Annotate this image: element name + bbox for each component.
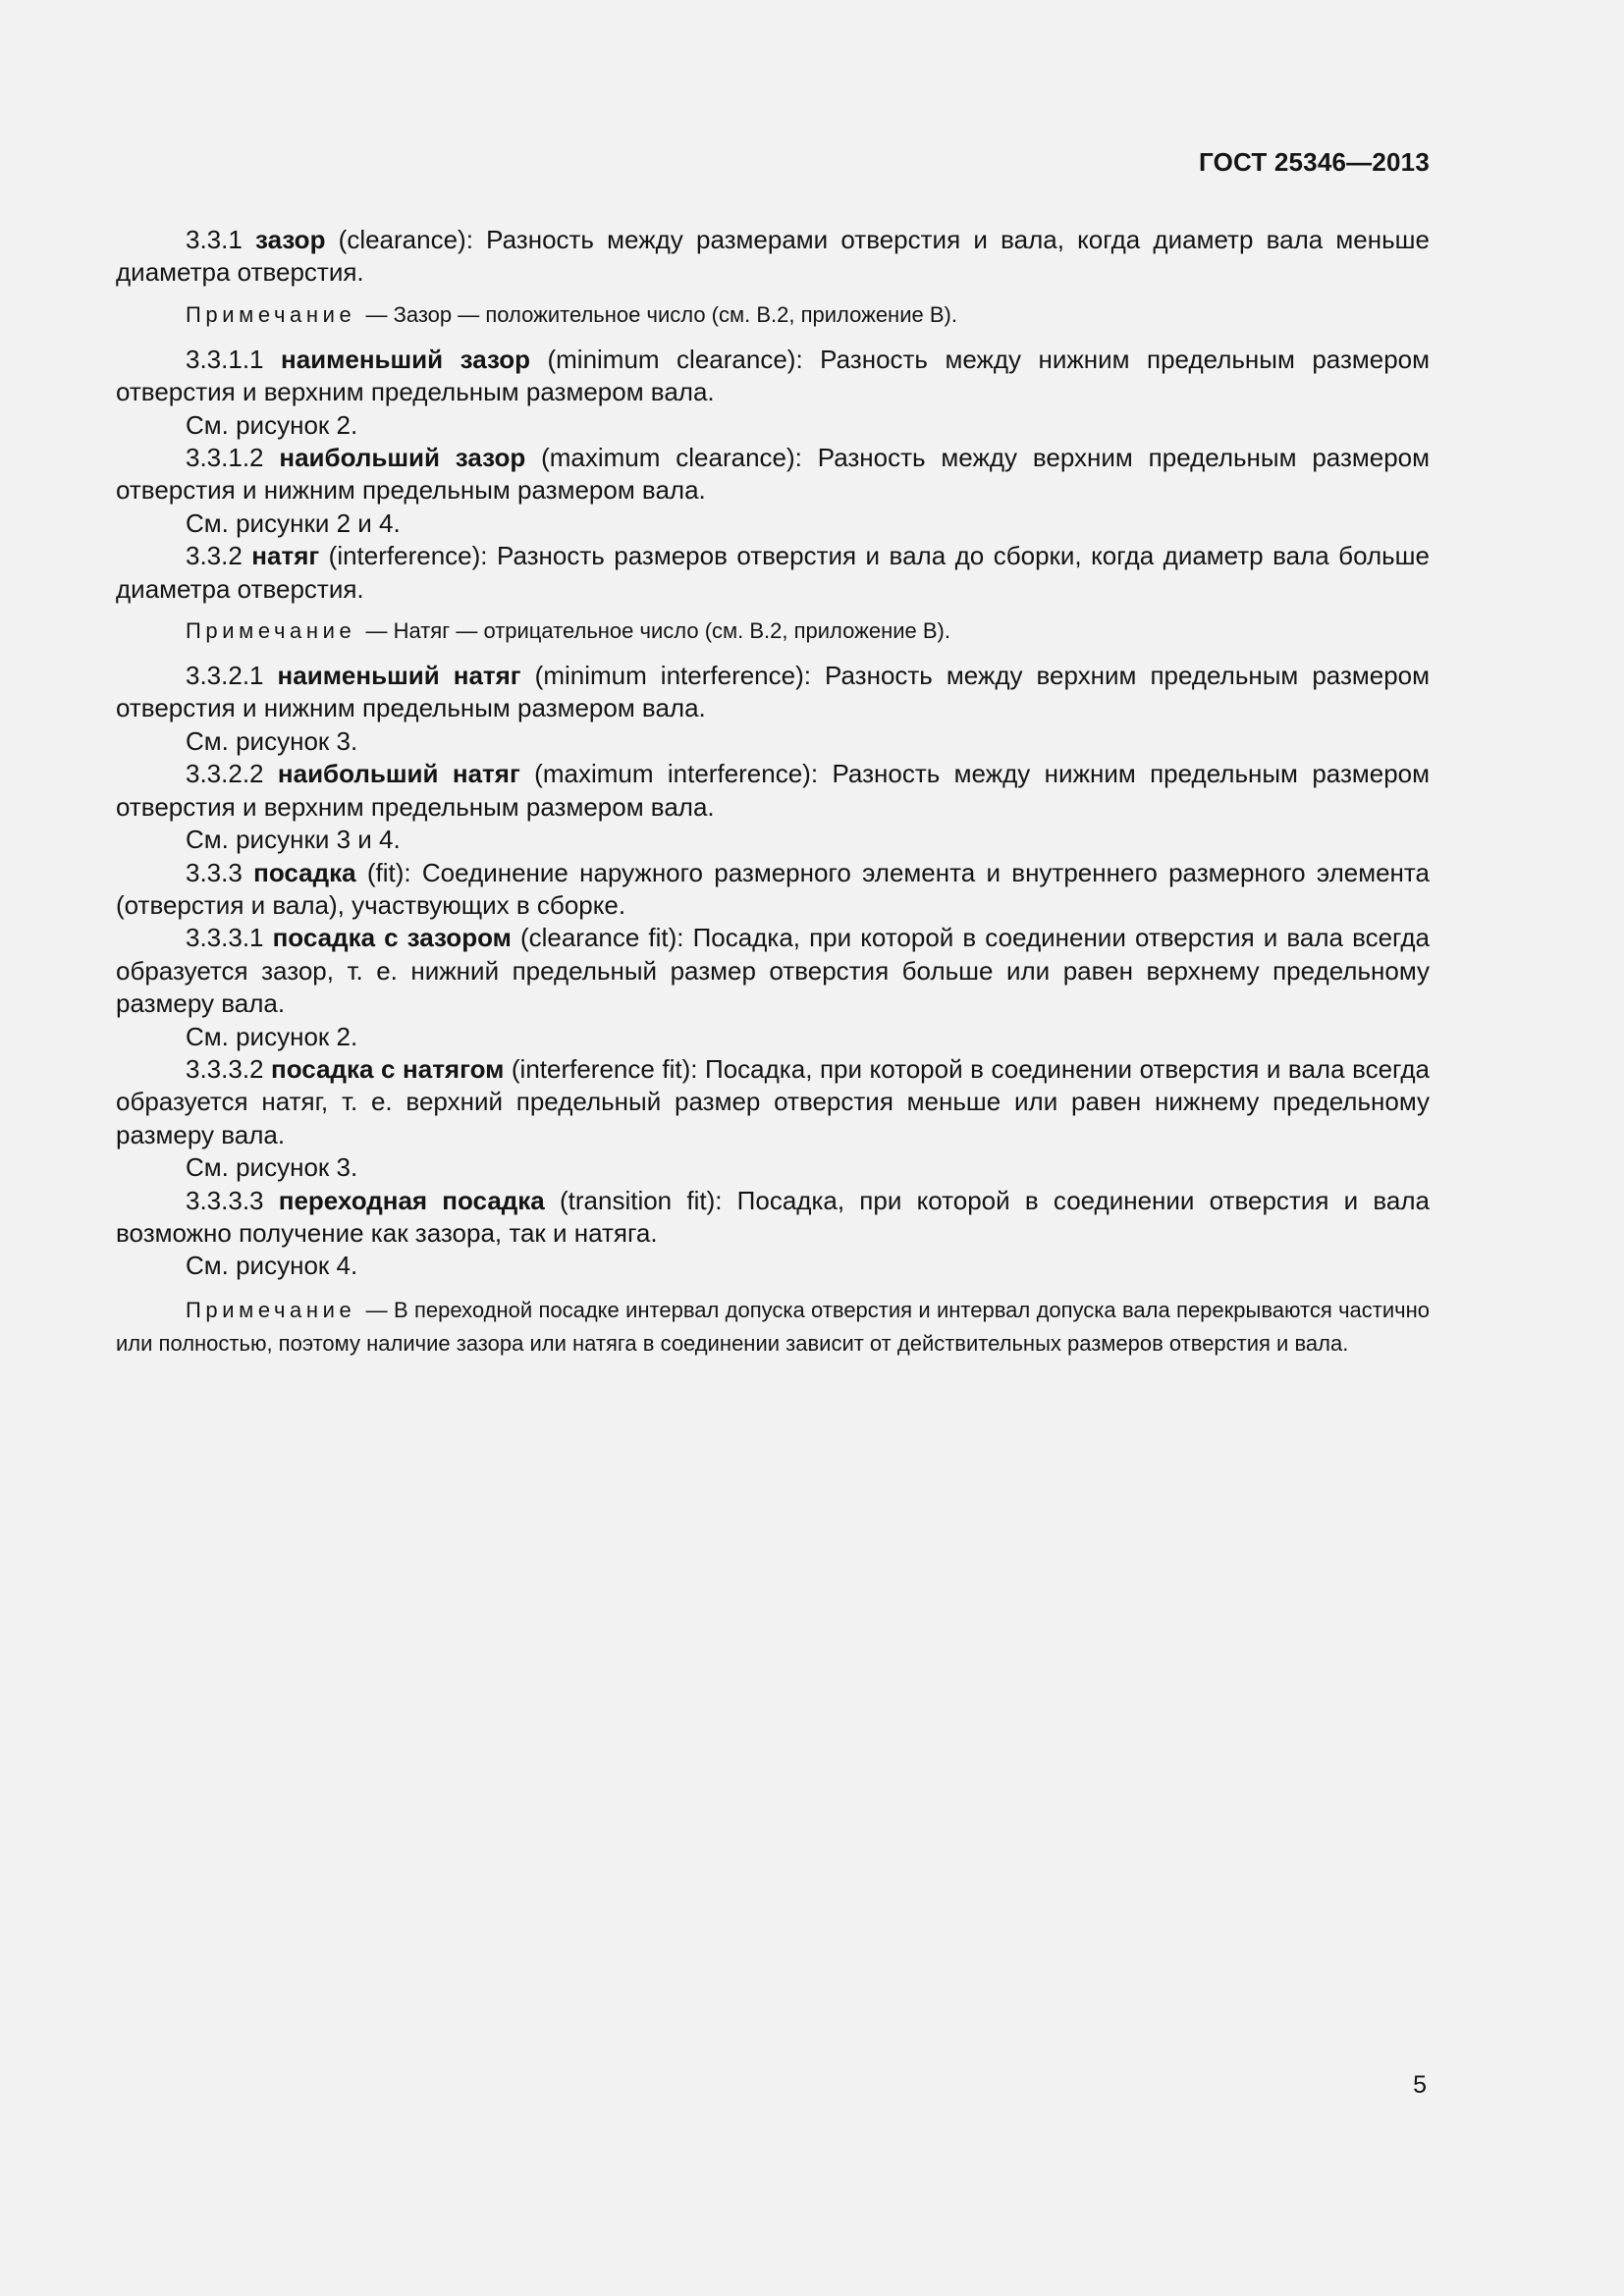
term: наибольший зазор	[279, 443, 526, 473]
clause-3-3-3-2	[116, 1053, 1430, 1151]
definition: (maximum interference): Разность между нижним предельным размером отверстия и верхним предельным размером вала.	[116, 759, 1431, 822]
clause-number: 3.3.2.1	[186, 661, 278, 691]
term: посадка с зазором	[272, 923, 512, 953]
clause-number: 3.3.3.3	[186, 1185, 279, 1215]
term: посадка	[253, 857, 356, 887]
term: наименьший натяг	[277, 661, 521, 691]
figure-reference: См. рисунок 3.	[186, 1152, 358, 1183]
note-label: Примечание	[186, 1297, 356, 1322]
clause-number: 3.3.3.2	[186, 1053, 272, 1084]
clause-number: 3.3.3	[186, 857, 254, 887]
definition: (interference): Разность размеров отверстия и вала до сборки, когда диаметр вала больше диаметра отверстия.	[116, 541, 1430, 604]
figure-reference: См. рисунки 2 и 4.	[186, 507, 401, 538]
document-header: ГОСТ 25346—2013	[1199, 147, 1430, 177]
clause-number: 3.3.1.1	[186, 344, 281, 374]
note-interference	[116, 614, 1430, 648]
note-transition-fit	[116, 1294, 1430, 1361]
term: наименьший зазор	[280, 344, 531, 374]
clause-3-3-1-1	[116, 344, 1430, 409]
definition: (transition fit): Посадка, при которой в соединении отверстия и вала возможно получение как зазора, так и натяга.	[116, 1185, 1430, 1248]
definition: (maximum clearance): Разность между верхним предельным размером отверстия и нижним предельным размером вала.	[116, 443, 1431, 506]
clause-3-3-1	[116, 224, 1430, 290]
definition: (clearance fit): Посадка, при которой в соединении отверстия и вала всегда образуется зазор, т. е. нижний предельный размер отверстия больше или равен верхнему предельному размеру вала.	[116, 923, 1430, 1019]
term: наибольший натяг	[277, 759, 520, 789]
clause-3-3-2	[116, 540, 1430, 606]
definition: (interference fit): Посадка, при которой в соединении отверстия и вала всегда образуется натяг, т. е. верхний предельный размер отверстия меньше или равен нижнему предельному размеру вала.	[116, 1053, 1430, 1149]
figure-reference: См. рисунок 3.	[186, 725, 358, 756]
clause-3-3-1-2	[116, 442, 1430, 507]
term: зазор	[255, 225, 326, 254]
page-number: 5	[1413, 2071, 1427, 2099]
clause-3-3-3-1	[116, 922, 1430, 1020]
note-label: Примечание	[186, 301, 356, 327]
clause-number: 3.3.2	[186, 541, 252, 571]
note-clearance	[116, 298, 1430, 332]
clause-number: 3.3.2.2	[186, 759, 278, 789]
term: посадка с натягом	[271, 1053, 505, 1084]
clause-number: 3.3.1	[186, 225, 256, 254]
definition: (fit): Соединение наружного размерного элемента и внутреннего размерного элемента (отверстия и вала), участвующих в сборке.	[116, 857, 1430, 920]
definition: (clearance): Разность между размерами отверстия и вала, когда диаметр вала меньше диаметра отверстия.	[116, 225, 1430, 288]
note-label: Примечание	[186, 618, 356, 644]
clause-number: 3.3.1.2	[186, 443, 280, 473]
figure-reference: См. рисунки 3 и 4.	[186, 825, 401, 855]
figure-reference: См. рисунок 2.	[186, 1021, 358, 1051]
term: натяг	[251, 541, 320, 571]
note-text: — Натяг — отрицательное число (см. В.2, приложение В).	[359, 618, 950, 644]
clause-3-3-2-2	[116, 758, 1430, 824]
figure-reference: См. рисунок 4.	[186, 1251, 358, 1281]
figure-reference: См. рисунок 2.	[186, 409, 358, 440]
document-body	[116, 224, 1430, 1361]
note-text: — Зазор — положительное число (см. В.2, приложение В).	[359, 301, 957, 327]
clause-3-3-3-3	[116, 1185, 1430, 1251]
definition: (minimum interference): Разность между верхним предельным размером отверстия и нижним предельным размером вала.	[116, 661, 1430, 723]
definition: (minimum clearance): Разность между нижним предельным размером отверстия и верхним предельным размером вала.	[116, 344, 1430, 407]
term: переходная посадка	[278, 1185, 545, 1215]
note-text: — В переходной посадке интервал допуска отверстия и интервал допуска вала перекрываются частично или полностью, поэтому наличие зазора или натяга в соединении зависит от действительных размеров отверстия и вала.	[116, 1297, 1430, 1356]
clause-3-3-3	[116, 857, 1430, 923]
clause-number: 3.3.3.1	[186, 923, 273, 953]
clause-3-3-2-1	[116, 660, 1430, 725]
